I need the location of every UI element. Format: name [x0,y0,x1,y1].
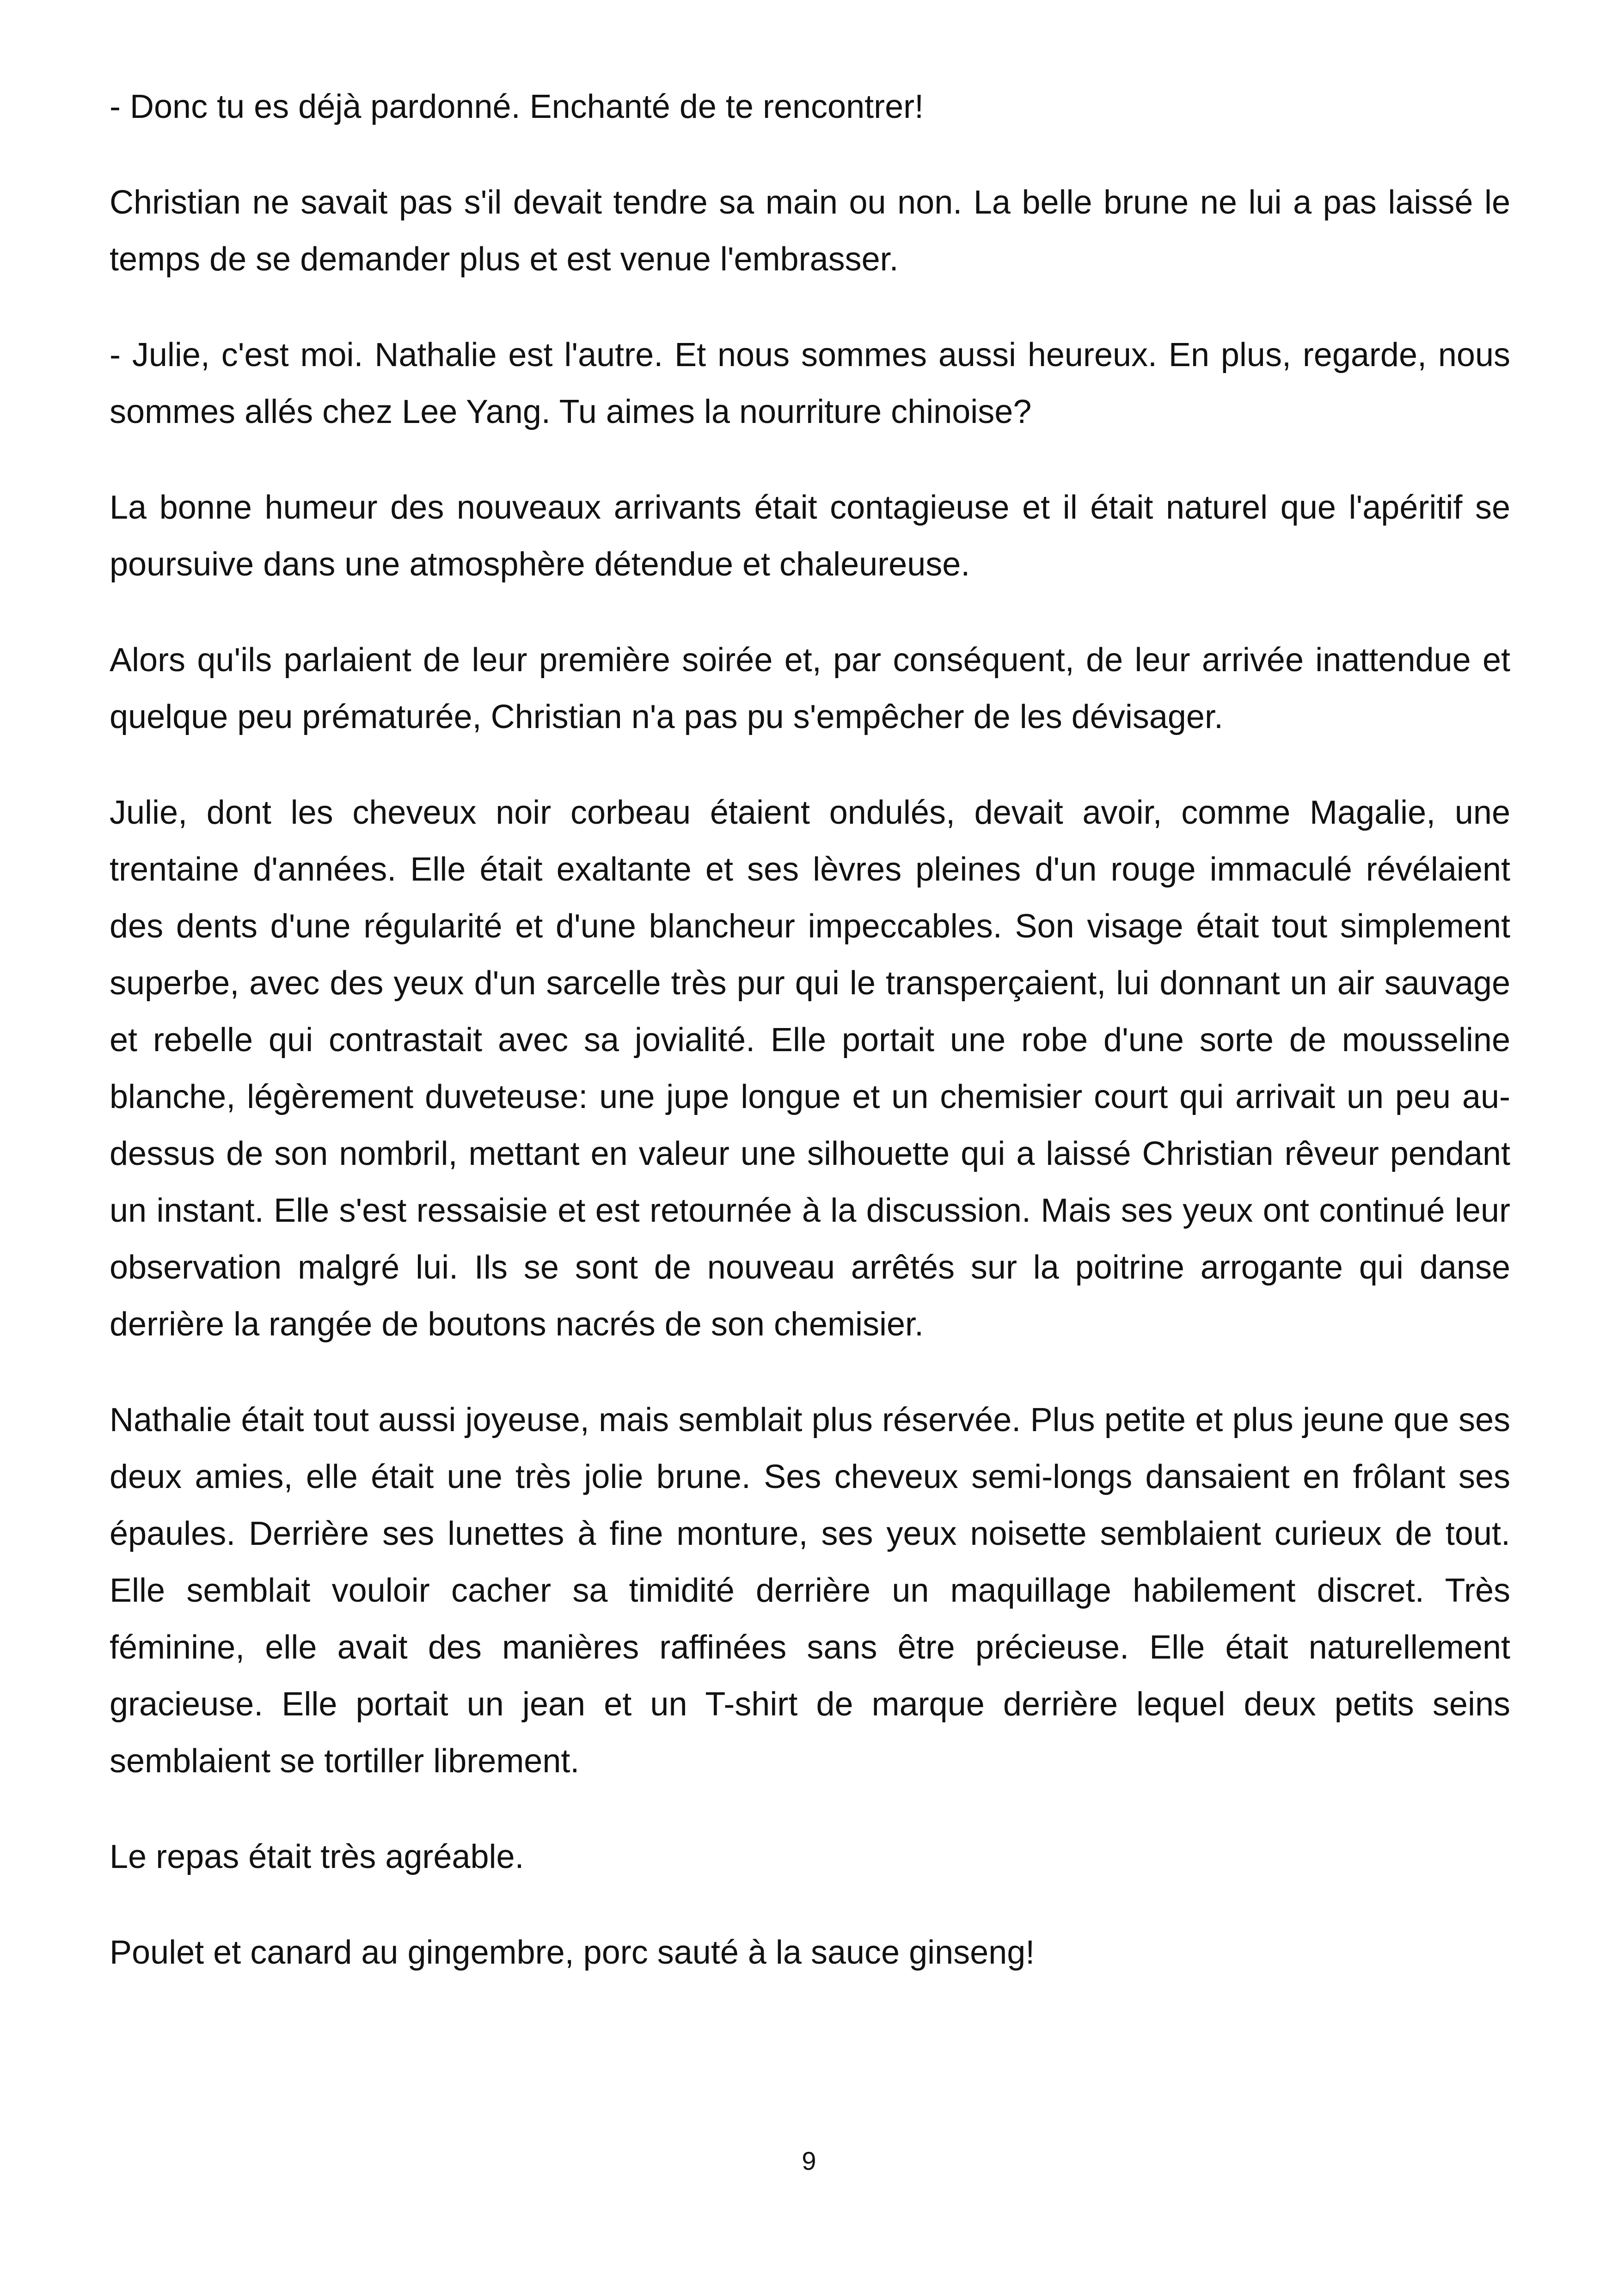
paragraph-5: Alors qu'ils parlaient de leur première soirée et, par conséquent, de leur arrivée inattendue et quelque peu prématurée, Christian n'a pas pu s'empêcher de les dévisager. [110,642,1510,735]
paragraph-3: - Julie, c'est moi. Nathalie est l'autre. Et nous sommes aussi heureux. En plus, regarde, nous sommes allés chez Lee Yang. Tu aimes la nourriture chinoise? [110,337,1510,430]
page-body [110,79,1510,1981]
paragraph-1: - Donc tu es déjà pardonné. Enchanté de te rencontrer! [110,88,924,125]
paragraph-6: Julie, dont les cheveux noir corbeau étaient ondulés, devait avoir, comme Magalie, une trentaine d'années. Elle était exaltante et ses lèvres pleines d'un rouge immaculé révélaient des dents d'une régularité et d'une blancheur impeccables. Son visage était tout simplement superbe, avec des yeux d'un sarcelle très pur qui le transperçaient, lui donnant un air sauvage et rebelle qui contrastait avec sa jovialité. Elle portait une robe d'une sorte de mousseline blanche, légèrement duveteuse: une jupe longue et un chemisier court qui arrivait un peu au-dessus de son nombril, mettant en valeur une silhouette qui a laissé Christian rêveur pendant un instant. Elle s'est ressaisie et est retournée à la discussion. Mais ses yeux ont continué leur observation malgré lui. Ils se sont de nouveau arrêtés sur la poitrine arrogante qui danse derrière la rangée de boutons nacrés de son chemisier. [110,794,1510,1343]
paragraph-2: Christian ne savait pas s'il devait tendre sa main ou non. La belle brune ne lui a pas laissé le temps de se demander plus et est venue l'embrasser. [110,184,1510,278]
paragraph-8: Le repas était très agréable. [110,1838,524,1875]
page-number: 9 [802,2146,816,2175]
paragraph-4: La bonne humeur des nouveaux arrivants était contagieuse et il était naturel que l'apéritif se poursuive dans une atmosphère détendue et chaleureuse. [110,489,1510,583]
paragraph-7: Nathalie était tout aussi joyeuse, mais semblait plus réservée. Plus petite et plus jeune que ses deux amies, elle était une très jolie brune. Ses cheveux semi-longs dansaient en frôlant ses épaules. Derrière ses lunettes à fine monture, ses yeux noisette semblaient curieux de tout. Elle semblait vouloir cacher sa timidité derrière un maquillage habilement discret. Très féminine, elle avait des manières raffinées sans être précieuse. Elle était naturellement gracieuse. Elle portait un jean et un T-shirt de marque derrière lequel deux petits seins semblaient se tortiller librement. [110,1402,1510,1780]
paragraph-9: Poulet et canard au gingembre, porc sauté à la sauce ginseng! [110,1934,1035,1971]
